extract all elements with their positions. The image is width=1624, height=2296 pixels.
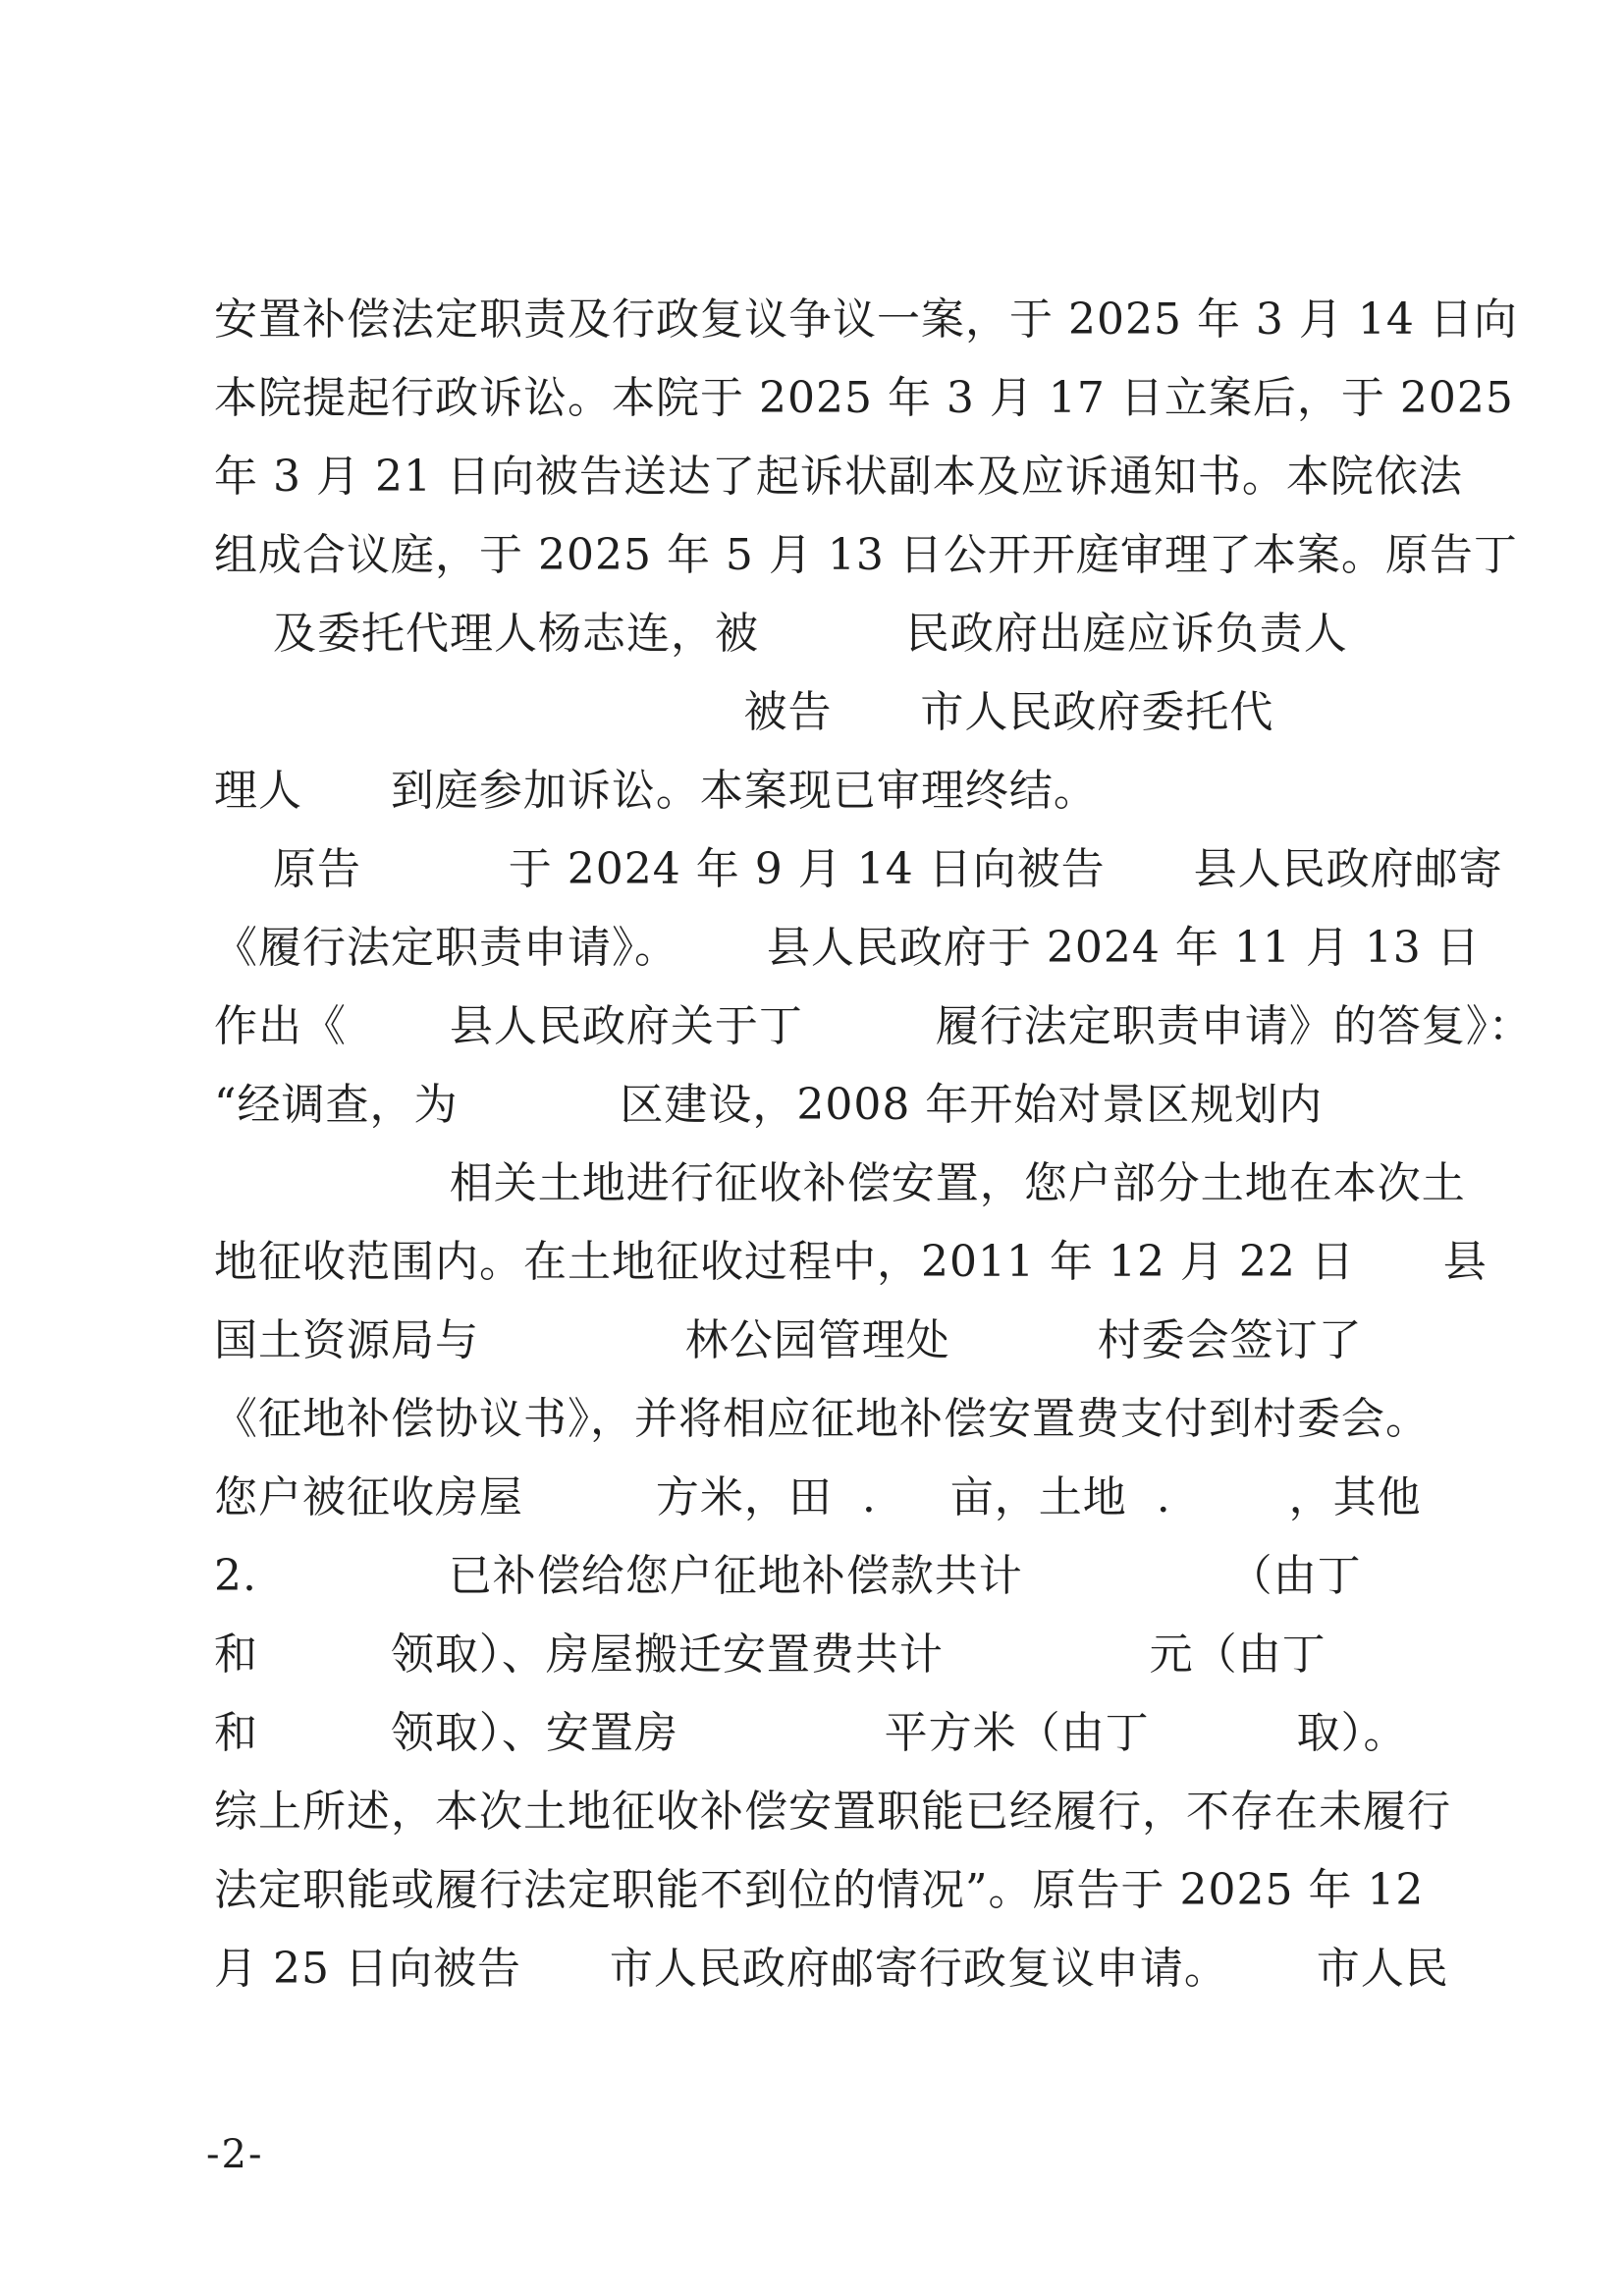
page-number: -2- <box>206 2132 264 2177</box>
body-text-line: 地征收范围内。在土地征收过程中，2011 年 12 月 22 日 县 <box>214 1237 1488 1287</box>
body-text-line: 年 3 月 21 日向被告送达了起诉状副本及应诉通知书。本院依法 <box>214 452 1463 502</box>
body-text-line: 作出《 县人民政府关于丁 履行法定职责申请》的答复》： <box>214 1001 1533 1051</box>
body-text-line: 组成合议庭，于 2025 年 5 月 13 日公开开庭审理了本案。原告丁 <box>214 530 1518 580</box>
body-text-line: 《征地补偿协议书》，并将相应征地补偿安置费支付到村委会。 <box>214 1394 1430 1444</box>
body-text-line: 本院提起行政诉讼。本院于 2025 年 3 月 17 日立案后，于 2025 <box>214 373 1514 423</box>
body-text-line: 理人 到庭参加诉讼。本案现已审理终结。 <box>214 766 1098 816</box>
body-text-line: 您户被征收房屋 方米，田 . 亩，土地 . ，其他 <box>214 1472 1422 1522</box>
body-text-line: 及委托代理人杨志连，被 民政府出庭应诉负责人 <box>214 609 1348 659</box>
body-text-line: “经调查，为 区建设，2008 年开始对景区规划内 <box>214 1080 1324 1130</box>
body-text-line: 《履行法定职责申请》。 县人民政府于 2024 年 11 月 13 日 <box>214 923 1481 973</box>
body-text-line: 和 领取）、房屋搬迁安置费共计 元（由丁 <box>214 1629 1326 1680</box>
body-text-line: 安置补偿法定职责及行政复议争议一案，于 2025 年 3 月 14 日向 <box>214 294 1518 345</box>
body-text-line: 月 25 日向被告 市人民政府邮寄行政复议申请。 市人民 <box>214 1944 1449 1994</box>
body-text-line: 被告 市人民政府委托代 <box>214 687 1274 737</box>
body-text-line: 相关土地进行征收补偿安置，您户部分土地在本次土 <box>214 1158 1466 1208</box>
body-text-line: 原告 于 2024 年 9 月 14 日向被告 县人民政府邮寄 <box>214 844 1503 894</box>
body-text-line: 法定职能或履行法定职能不到位的情况”。原告于 2025 年 12 <box>214 1865 1425 1915</box>
body-text-line: 2. 已补偿给您户征地补偿款共计 （由丁 <box>214 1551 1362 1601</box>
body-text-line: 国土资源局与 林公园管理处 村委会签订了 <box>214 1315 1363 1365</box>
body-text-line: 综上所述，本次土地征收补偿安置职能已经履行，不存在未履行 <box>214 1787 1451 1837</box>
body-text-line: 和 领取）、安置房 平方米（由丁 取）。 <box>214 1708 1408 1758</box>
